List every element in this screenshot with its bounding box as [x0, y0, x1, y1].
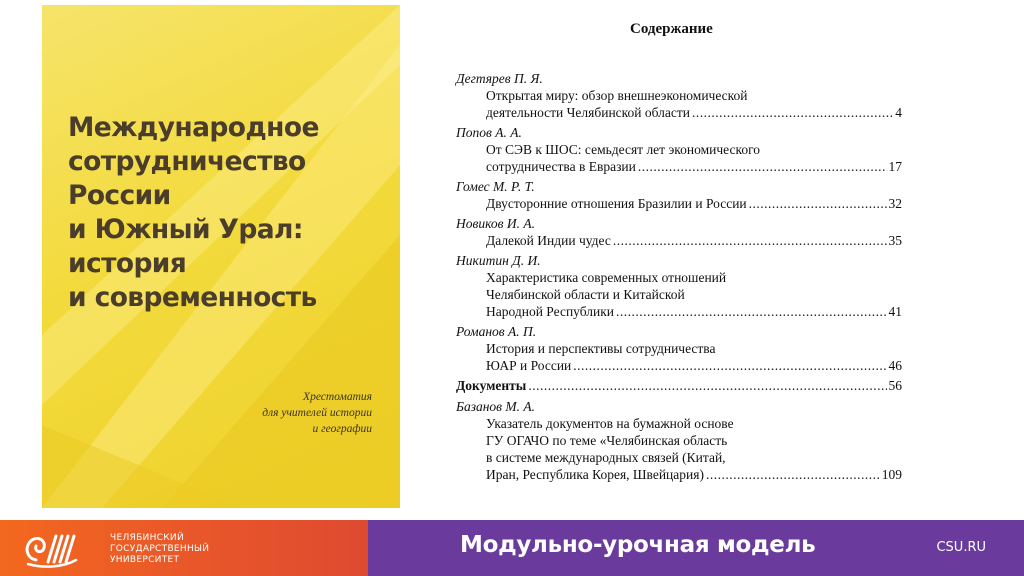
entry-title-line: История и перспективы сотрудничества — [486, 341, 716, 356]
entry-author: Попов А. А. — [456, 125, 522, 140]
slide-title: Модульно-урочная модель — [460, 532, 816, 558]
dot-leader — [692, 104, 893, 121]
entry-title-line: Народной Республики — [486, 304, 615, 319]
entry-title-line: сотрудничества в Евразии — [486, 159, 636, 174]
book-cover — [42, 5, 400, 508]
dot-leader — [616, 303, 886, 320]
entry-author: Гомес М. Р. Т. — [456, 179, 535, 194]
footer-brand-panel — [0, 520, 368, 576]
contents-entry — [456, 252, 902, 320]
entry-title-line: ГУ ОГАЧО по теме «Челябинская область — [486, 433, 728, 448]
contents-entry — [456, 398, 902, 483]
entry-title-line: Челябинской области и Китайской — [486, 287, 685, 302]
contents-entry — [456, 323, 902, 374]
contents-section — [456, 377, 902, 394]
section-title: Документы — [456, 378, 527, 393]
cover-subtitle: Хрестоматия для учителей истории и географии — [262, 391, 372, 435]
entry-title-line: Далекой Индии чудес — [486, 233, 611, 248]
dot-leader — [528, 377, 886, 394]
dot-leader — [613, 232, 887, 249]
entry-title-line: деятельности Челябинской области — [486, 105, 691, 120]
contents-list — [456, 70, 902, 486]
dot-leader — [749, 195, 887, 212]
entry-page-number: 46 — [888, 358, 902, 373]
entry-page-number: 32 — [888, 196, 902, 211]
university-name: ЧЕЛЯБИНСКИЙ ГОСУДАРСТВЕННЫЙ УНИВЕРСИТЕТ — [110, 533, 210, 565]
contents-entry — [456, 178, 902, 212]
entry-page-number: 4 — [895, 105, 902, 120]
university-logo-icon — [22, 530, 80, 568]
entry-title-line: Указатель документов на бумажной основе — [486, 416, 734, 431]
entry-title-line: Двусторонние отношения Бразилии и России — [486, 196, 747, 211]
dot-leader — [573, 357, 886, 374]
entry-page-number: 17 — [888, 159, 902, 174]
entry-page-number: 41 — [888, 304, 902, 319]
entry-title-line: в системе международных связей (Китай, — [486, 450, 726, 465]
entry-author: Дегтярев П. Я. — [456, 71, 543, 86]
entry-author: Новиков И. А. — [456, 216, 536, 231]
entry-page-number: 109 — [881, 467, 902, 482]
dot-leader — [638, 158, 887, 175]
entry-author: Романов А. П. — [456, 324, 537, 339]
entry-title-line: Открытая миру: обзор внешнеэкономической — [486, 88, 748, 103]
contents-heading: Содержание — [630, 21, 713, 37]
entry-author: Базанов М. А. — [456, 399, 536, 414]
entry-title-line: Иран, Республика Корея, Швейцария) — [486, 467, 704, 482]
cover-title: Международное сотрудничество России и Южный Урал: история и современность — [68, 112, 319, 313]
entry-author: Никитин Д. И. — [456, 253, 541, 268]
entry-page-number: 35 — [888, 233, 902, 248]
entry-title-line: От СЭВ к ШОС: семьдесят лет экономического — [486, 142, 761, 157]
entry-title-line: Характеристика современных отношений — [486, 270, 727, 285]
dot-leader — [706, 466, 880, 483]
entry-title-line: ЮАР и России — [486, 358, 572, 373]
contents-page — [430, 0, 910, 510]
section-page-number: 56 — [888, 378, 902, 393]
contents-entry — [456, 70, 902, 121]
contents-entry — [456, 215, 902, 249]
site-link[interactable]: CSU.RU — [936, 540, 986, 555]
contents-entry — [456, 124, 902, 175]
footer-bar — [0, 520, 1024, 576]
